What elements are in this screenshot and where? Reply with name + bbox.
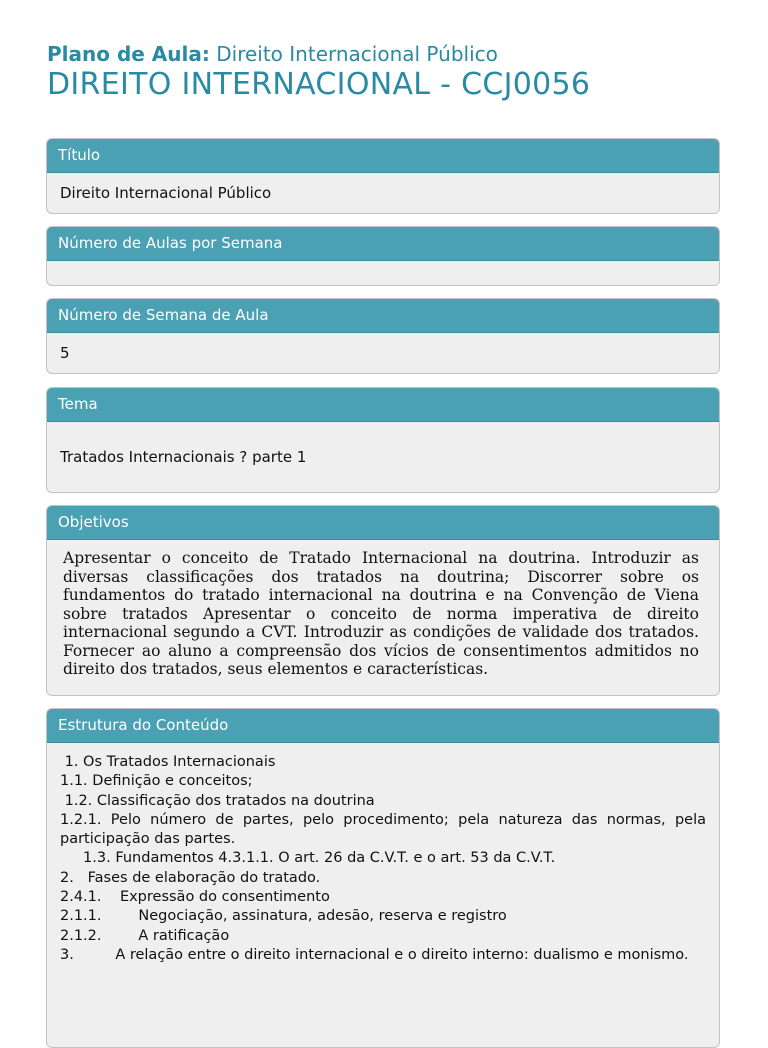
course-title: DIREITO INTERNACIONAL - CCJ0056 [47, 67, 591, 102]
panel-aulas-semana [46, 226, 720, 286]
page-header [47, 40, 727, 102]
panel-titulo-header: Título [47, 139, 719, 173]
panel-estrutura [46, 708, 720, 1048]
plan-subject: Direito Internacional Público [216, 42, 498, 66]
list-item: 2.1.1. Negociação, assinatura, adesão, reserva e registro [60, 908, 507, 925]
panel-semana-aula [46, 298, 720, 374]
panel-objetivos-text: Apresentar o conceito de Tratado Internacional na doutrina. Introduzir as diversas classificações dos tratados na doutrina; Discorrer sobre os fundamentos do tratado internacional na doutrina e na Convenção de Viena sobre tratados Apresentar o conceito de norma imperativa de direito internacional segundo a CVT. Introduzir as condições de validade dos tratados. Fornecer ao aluno a compreensão dos vícios de consentimentos admitidos no direito dos tratados, seus elementos e características. [63, 549, 699, 678]
plan-line [47, 40, 727, 68]
list-item: 3. A relação entre o direito internacional e o direito interno: dualismo e monismo. [60, 946, 689, 963]
panel-semana-aula-header: Número de Semana de Aula [47, 299, 719, 333]
list-item: 1.2. Classificação dos tratados na doutrina [60, 792, 375, 809]
panel-tema-value: Tratados Internacionais ? parte 1 [60, 448, 307, 466]
list-item: 2. Fases de elaboração do tratado. [60, 869, 321, 886]
panel-objetivos-header: Objetivos [47, 506, 719, 540]
panel-semana-aula-value: 5 [60, 344, 70, 362]
panel-titulo [46, 138, 720, 214]
list-item: 1.1. Definição e conceitos; [60, 773, 253, 790]
panel-titulo-value: Direito Internacional Público [60, 184, 272, 202]
plan-label: Plano de Aula: [47, 42, 210, 66]
list-item: 1.2.1. Pelo número de partes, pelo procedimento; pela natureza das normas, pela participação das partes. [60, 811, 706, 848]
list-item: 2.4.1. Expressão do consentimento [60, 889, 330, 906]
panel-aulas-semana-header: Número de Aulas por Semana [47, 227, 719, 261]
panel-objetivos [46, 505, 720, 696]
panel-estrutura-header: Estrutura do Conteúdo [47, 709, 719, 743]
panel-tema [46, 387, 720, 493]
list-item: 2.1.2. A ratificação [60, 927, 230, 944]
panel-tema-header: Tema [47, 388, 719, 422]
list-item: 1.3. Fundamentos 4.3.1.1. O art. 26 da C.V.T. e o art. 53 da C.V.T. [60, 850, 556, 867]
content-list [47, 743, 719, 965]
list-item: 1. Os Tratados Internacionais [60, 754, 276, 770]
